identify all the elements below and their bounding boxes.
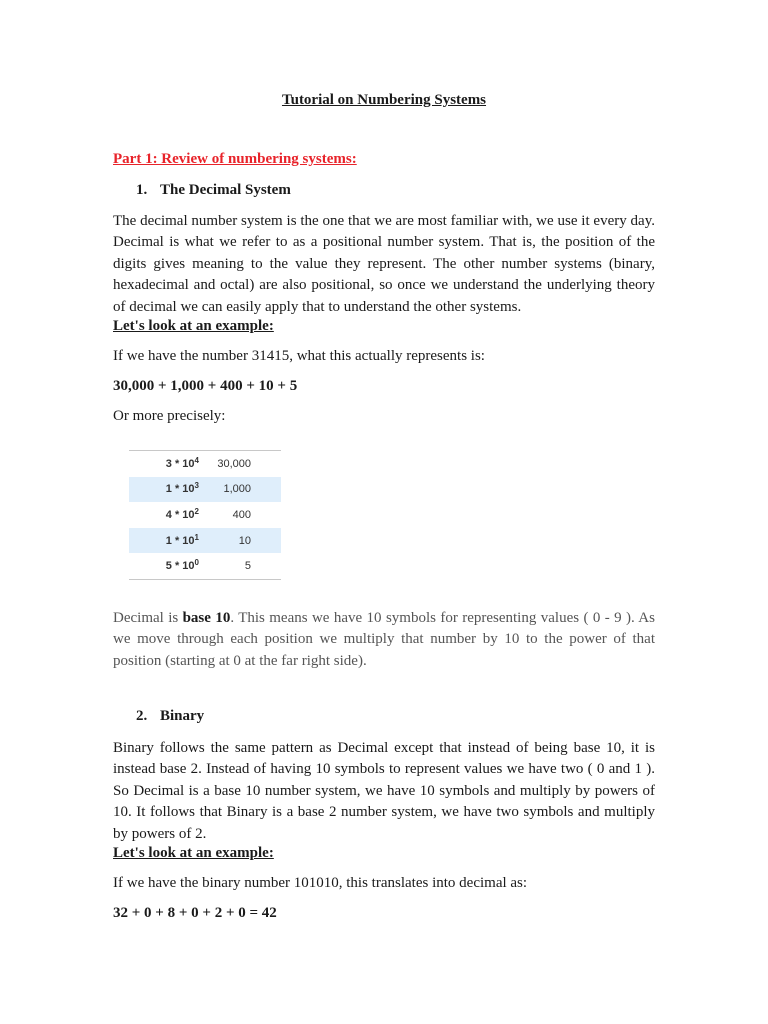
- section2-title: Binary: [160, 708, 205, 724]
- power-expression: $3 * 10^4$: [165, 455, 199, 470]
- section2-number: 2.: [136, 708, 148, 724]
- power-expression: $5 * 10^0$: [165, 558, 199, 573]
- decimal-example-text: If we have the number 31415, what this actually represents is:: [113, 348, 485, 364]
- power-expression: $1 * 10^3$: [129, 477, 211, 503]
- precisely-text: Or more precisely:: [113, 408, 226, 424]
- decimal-base-paragraph: Decimal is base 10. This means we have 10 symbols for representing values ( 0 - 9 ). As we move through each position we multiply that number by 10 to the power of that position (starting at 0 at the far right side).: [113, 610, 655, 669]
- power-value: 1,000: [211, 477, 281, 503]
- binary-example-sum: 32 + 0 + 8 + 0 + 2 + 0 = 42: [113, 905, 277, 921]
- decimal-example-heading: Let's look at an example:: [113, 318, 274, 334]
- power-value: 10: [211, 528, 281, 554]
- power-value: 5: [244, 560, 251, 573]
- power-expression: $4 * 10^2$: [165, 506, 199, 521]
- part1-heading: Part 1: Review of numbering systems:: [113, 151, 357, 167]
- document-title: Tutorial on Numbering Systems: [281, 92, 487, 108]
- section1-number: 1.: [136, 182, 148, 198]
- table-row: [129, 528, 281, 554]
- section1-title: The Decimal System: [160, 182, 291, 198]
- table-row: [129, 451, 281, 477]
- section1-heading: [136, 182, 291, 199]
- power-value: 30,000: [217, 457, 251, 470]
- power-value: 400: [232, 508, 251, 521]
- positional-values-table: [129, 450, 281, 580]
- table-row: [129, 477, 281, 503]
- binary-example-heading: Let's look at an example:: [113, 845, 274, 861]
- section2-heading: [136, 708, 204, 725]
- binary-example-text: If we have the binary number 101010, this translates into decimal as:: [113, 875, 528, 891]
- table-row: [129, 502, 281, 528]
- decimal-intro-paragraph: The decimal number system is the one that we are most familiar with, we use it every day. Decimal is what we refer to as a positional number system. That is, the position of the digits gives meaning to the value they represent. The other number systems (binary, hexadecimal and octal) are also positional, so once we understand the underlying theory of decimal we can easily apply that to understand the other systems.: [113, 213, 655, 315]
- power-expression: $1 * 10^1$: [129, 528, 211, 554]
- binary-intro-paragraph: Binary follows the same pattern as Decimal except that instead of being base 10, it is instead base 2. Instead of having 10 symbols to represent values we have two ( 0 and 1 ). So Decimal is a base 10 number system, we have 10 symbols and multiply by powers of 10. It follows that Binary is a base 2 number system, we have two symbols and multiply by powers of 2.: [113, 740, 655, 842]
- decimal-example-sum: 30,000 + 1,000 + 400 + 10 + 5: [113, 378, 298, 394]
- table-row: [129, 553, 281, 579]
